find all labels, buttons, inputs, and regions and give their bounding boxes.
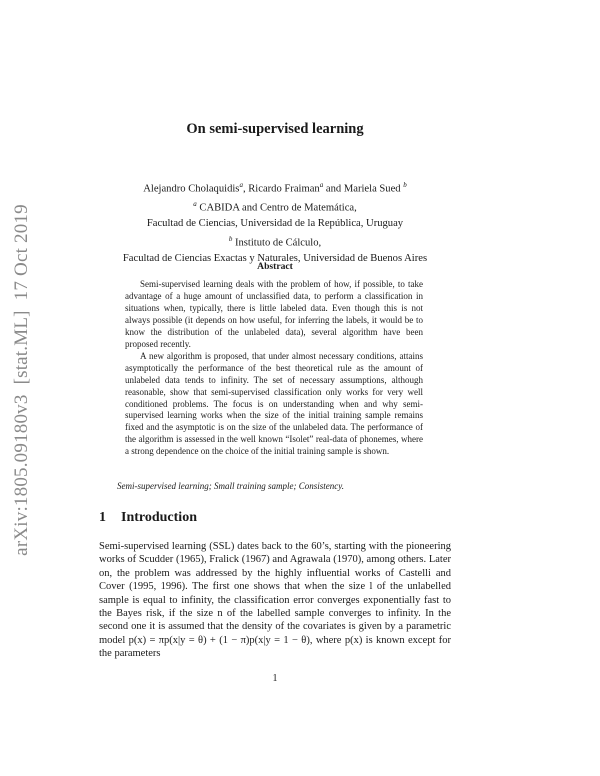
arxiv-side-stamp — [8, 185, 36, 565]
abstract-body — [125, 279, 423, 458]
affiliation-line — [79, 216, 471, 232]
arxiv-id: arXiv:1805.09180v3 — [11, 394, 32, 556]
section-number: 1 — [99, 510, 106, 525]
author-block — [79, 178, 471, 267]
abstract-paragraph: A new algorithm is proposed, that under almost necessary conditions, attains asymptotically the performance of the best theoretical rule as the amount of unlabeled data tends to infinity. The set of necessary assumptions, although reasonable, show that semi-supervised classification only works for very well conditioned problems. The focus is on understanding when and why semi-supervised learning works when the size of the initial training sample remains fixed and the asymptotic is on the size of the unlabeled data. The performance of the algorithm is assessed in the well known “Isolet” real-data of phonemes, where a strong dependence on the choice of the initial training sample is shown. — [125, 350, 423, 457]
affiliation-text: Facultad de Ciencias Exactas y Naturales, Universidad de Buenos Aires — [122, 252, 428, 264]
abstract-paragraph: Semi-supervised learning deals with the problem of how, if possible, to take advantage of a huge amount of unclassified data, to perform a classification in situations when, typically, there is little labeled data. Even though this is not always possible (it depends on how useful, for inferring the labels, it would be to know the distribution of the unlabeled data), several algorithm have been proposed recently. — [125, 279, 423, 349]
affil-mark: b — [228, 234, 233, 243]
section-heading — [99, 510, 197, 526]
author-separator: and — [323, 183, 344, 195]
section-title: Introduction — [121, 510, 197, 525]
author-affil-mark: a — [239, 181, 243, 189]
paper-title: On semi-supervised learning — [186, 121, 364, 137]
arxiv-category: [stat.ML] — [11, 310, 32, 385]
affiliation-text: Instituto de Cálculo, — [234, 237, 322, 249]
author-name: Ricardo Fraiman — [248, 183, 320, 195]
author-affil-mark: b — [403, 181, 407, 189]
authors-line — [79, 178, 471, 197]
author-separator: , — [242, 183, 249, 195]
author-name: Mariela Sued — [343, 183, 401, 195]
affiliation-text: CABIDA and Centro de Matemática, — [199, 202, 357, 214]
abstract-heading: Abstract — [257, 261, 293, 272]
affiliation-text: Facultad de Ciencias, Universidad de la República, Uruguay — [146, 218, 404, 230]
page-number: 1 — [272, 673, 278, 684]
arxiv-date: 17 Oct 2019 — [11, 204, 32, 301]
author-name: Alejandro Cholaquidis — [143, 183, 240, 195]
body-paragraph: Semi-supervised learning (SSL) dates back to the 60’s, starting with the pioneering works of Scudder (1965), Fralick (1967) and Agrawala (1970), among others. Later on, the problem was addressed by the highly influential works of Castelli and Cover (1995, 1996). The first one shows that when the size l of the unlabelled sample is equal to infinity, the classification error converges exponentially fast to the Bayes risk, if the size n of the labelled sample converges to infinity. In the second one it is assumed that the density of the covariates is given by a parametric model p(x) = πp(x|y = θ) + (1 − π)p(x|y = 1 − θ), where p(x) is known except for the parameters — [99, 541, 451, 660]
keywords: Semi-supervised learning; Small training sample; Consistency. — [117, 481, 344, 491]
body-text — [99, 540, 451, 661]
affiliation-line — [79, 232, 471, 251]
affiliation-line — [79, 197, 471, 216]
affil-mark: a — [193, 200, 197, 209]
author-affil-mark: a — [319, 181, 324, 189]
